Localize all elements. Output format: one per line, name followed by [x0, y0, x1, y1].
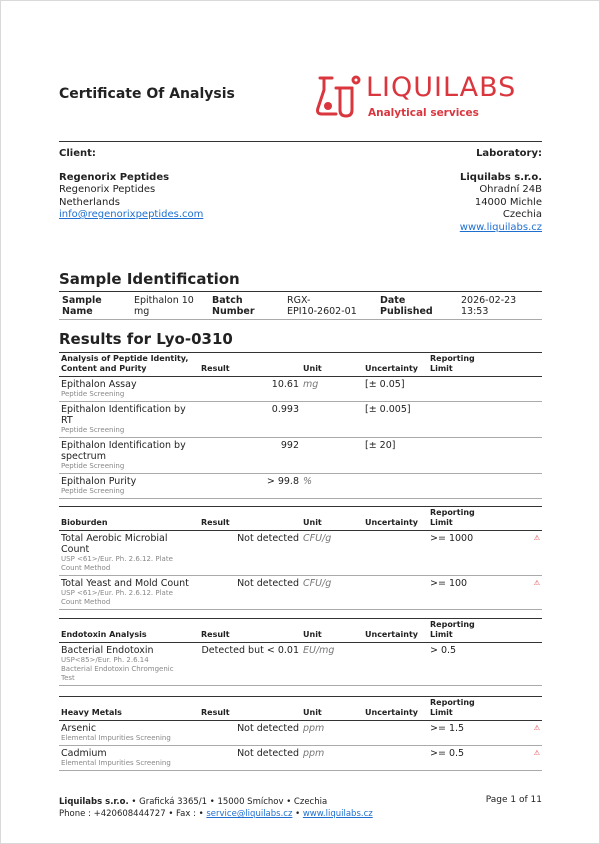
- analysis-cell: Epithalon Identification by spectrum Peptide Screening: [59, 438, 199, 474]
- uncertainty-header: Uncertainty: [363, 353, 428, 377]
- analysis-cell: Epithalon Purity Peptide Screening: [59, 474, 199, 499]
- uncertainty-cell: [± 0.005]: [363, 402, 428, 438]
- table-row: [59, 746, 542, 771]
- footer-web-link[interactable]: www.liquilabs.cz: [302, 809, 373, 819]
- uncertainty-cell: [363, 721, 428, 746]
- reporting-limit-cell: >= 1000: [428, 531, 488, 576]
- warning-icon: ⚠: [488, 721, 542, 746]
- table-row: [59, 643, 542, 686]
- uncertainty-header: Uncertainty: [363, 697, 428, 721]
- sample-identification-title: Sample Identification: [59, 270, 240, 288]
- uncertainty-cell: [363, 531, 428, 576]
- unit-cell: %: [301, 474, 363, 499]
- sample-name-label: Sample Name: [62, 295, 102, 317]
- client-block: [59, 148, 299, 222]
- warning-header: [488, 507, 542, 531]
- results-table: [59, 506, 542, 610]
- result-cell: 10.61: [199, 377, 301, 402]
- date-published-value: 2026-02-23 13:53: [461, 295, 517, 317]
- table-row: [59, 721, 542, 746]
- warning-header: [488, 619, 542, 643]
- table-row: [59, 474, 542, 499]
- reporting-limit-cell: [428, 474, 488, 499]
- uncertainty-cell: [363, 474, 428, 499]
- laboratory-street: Ohradní 24B: [479, 184, 542, 195]
- client-label: Client:: [59, 148, 96, 159]
- warning-icon: [488, 474, 542, 499]
- page-number: Page 1 of 11: [485, 795, 542, 805]
- analysis-cell: Cadmium Elemental Impurities Screening: [59, 746, 199, 771]
- footer: [59, 796, 373, 820]
- warning-header: [488, 353, 542, 377]
- unit-cell: EU/mg: [301, 643, 363, 686]
- laboratory-label: Laboratory:: [476, 148, 542, 159]
- unit-cell: CFU/g: [301, 576, 363, 610]
- flask-icon: [316, 74, 362, 118]
- result-cell: Not detected: [199, 721, 301, 746]
- unit-header: Unit: [301, 619, 363, 643]
- result-cell: 0.993: [199, 402, 301, 438]
- logo-tagline: Analytical services: [368, 107, 479, 119]
- unit-cell: ppm: [301, 721, 363, 746]
- divider: [59, 319, 542, 320]
- result-header: Result: [199, 697, 301, 721]
- method-text: Peptide Screening: [61, 390, 125, 398]
- footer-address: • Grafická 3365/1 • 15000 Smíchov • Czechia: [128, 797, 328, 807]
- uncertainty-header: Uncertainty: [363, 619, 428, 643]
- laboratory-name: Liquilabs s.r.o.: [460, 171, 542, 183]
- method-text: Elemental Impurities Screening: [61, 734, 171, 742]
- table-row: [59, 576, 542, 610]
- client-country: Netherlands: [59, 196, 120, 208]
- table-row: [59, 402, 542, 438]
- warning-icon: [488, 377, 542, 402]
- laboratory-country: Czechia: [502, 209, 542, 220]
- reporting-limit-cell: >= 0.5: [428, 746, 488, 771]
- result-cell: > 99.8: [199, 474, 301, 499]
- logo-wordmark: LIQUILABS: [366, 72, 517, 103]
- method-text: USP <61>/Eur. Ph. 2.6.12. Plate Count Method: [61, 555, 173, 572]
- batch-number-value: RGX- EPI10-2602-01: [287, 295, 357, 317]
- results-table: [59, 696, 542, 771]
- unit-cell: CFU/g: [301, 531, 363, 576]
- laboratory-city: 14000 Michle: [474, 196, 542, 208]
- group-header: Heavy Metals: [59, 697, 199, 721]
- result-cell: Not detected: [199, 531, 301, 576]
- uncertainty-header: Uncertainty: [363, 507, 428, 531]
- client-email-link[interactable]: info@regenorixpeptides.com: [59, 209, 204, 220]
- result-cell: 992: [199, 438, 301, 474]
- table-row: [59, 531, 542, 576]
- uncertainty-cell: [± 0.05]: [363, 377, 428, 402]
- result-cell: Not detected: [199, 746, 301, 771]
- reporting-limit-header: Reporting Limit: [428, 507, 488, 531]
- reporting-limit-cell: [428, 377, 488, 402]
- table-row: [59, 438, 542, 474]
- analysis-cell: Epithalon Assay Peptide Screening: [59, 377, 199, 402]
- sample-identification-table: [59, 292, 542, 320]
- table-row: [59, 377, 542, 402]
- document-title: Certificate Of Analysis: [59, 86, 235, 102]
- uncertainty-cell: [363, 576, 428, 610]
- result-header: Result: [199, 353, 301, 377]
- result-header: Result: [199, 507, 301, 531]
- reporting-limit-header: Reporting Limit: [428, 697, 488, 721]
- unit-cell: ppm: [301, 746, 363, 771]
- date-published-label: Date Published: [380, 295, 433, 317]
- unit-cell: mg: [301, 377, 363, 402]
- uncertainty-cell: [363, 746, 428, 771]
- warning-icon: ⚠: [488, 576, 542, 610]
- footer-company: Liquilabs s.r.o.: [59, 797, 129, 807]
- analysis-cell: Bacterial Endotoxin USP<85>/Eur. Ph. 2.6.14 Bacterial Endotoxin Chromgenic Test: [59, 643, 199, 686]
- group-header: Endotoxin Analysis: [59, 619, 199, 643]
- analysis-cell: Arsenic Elemental Impurities Screening: [59, 721, 199, 746]
- client-name: Regenorix Peptides: [59, 171, 170, 183]
- reporting-limit-cell: [428, 402, 488, 438]
- warning-icon: [488, 643, 542, 686]
- method-text: Elemental Impurities Screening: [61, 759, 171, 767]
- method-text: Peptide Screening: [61, 426, 125, 434]
- batch-number-label: Batch Number: [212, 295, 255, 317]
- footer-email-link[interactable]: service@liquilabs.cz: [206, 809, 293, 819]
- reporting-limit-header: Reporting Limit: [428, 619, 488, 643]
- results-table: [59, 352, 542, 499]
- unit-cell: [301, 402, 363, 438]
- result-cell: Detected but < 0.01: [199, 643, 301, 686]
- client-line: Regenorix Peptides: [59, 184, 156, 195]
- unit-header: Unit: [301, 697, 363, 721]
- sample-name-value: Epithalon 10 mg: [134, 295, 194, 317]
- group-header: Analysis of Peptide Identity, Content and Purity: [59, 353, 199, 377]
- reporting-limit-cell: > 0.5: [428, 643, 488, 686]
- warning-icon: [488, 438, 542, 474]
- result-cell: Not detected: [199, 576, 301, 610]
- unit-header: Unit: [301, 353, 363, 377]
- warning-header: [488, 697, 542, 721]
- reporting-limit-cell: >= 1.5: [428, 721, 488, 746]
- method-text: Peptide Screening: [61, 487, 125, 495]
- results-table: [59, 618, 542, 686]
- analysis-cell: Epithalon Identification by RT Peptide Screening: [59, 402, 199, 438]
- method-text: Peptide Screening: [61, 462, 125, 470]
- method-text: USP <61>/Eur. Ph. 2.6.12. Plate Count Method: [61, 589, 173, 606]
- method-text: USP<85>/Eur. Ph. 2.6.14 Bacterial Endotoxin Chromgenic Test: [61, 656, 174, 682]
- group-header: Bioburden: [59, 507, 199, 531]
- footer-separator: •: [292, 809, 303, 819]
- result-header: Result: [199, 619, 301, 643]
- uncertainty-cell: [363, 643, 428, 686]
- unit-header: Unit: [301, 507, 363, 531]
- liquilabs-logo: [316, 72, 546, 122]
- reporting-limit-cell: >= 100: [428, 576, 488, 610]
- uncertainty-cell: [± 20]: [363, 438, 428, 474]
- footer-phone: Phone : +420608444727 • Fax : •: [59, 809, 207, 819]
- analysis-cell: Total Yeast and Mold Count USP <61>/Eur. Ph. 2.6.12. Plate Count Method: [59, 576, 199, 610]
- reporting-limit-header: Reporting Limit: [428, 353, 488, 377]
- analysis-cell: Total Aerobic Microbial Count USP <61>/Eur. Ph. 2.6.12. Plate Count Method: [59, 531, 199, 576]
- divider: [59, 141, 542, 142]
- warning-icon: ⚠: [488, 746, 542, 771]
- laboratory-web-link[interactable]: www.liquilabs.cz: [459, 221, 542, 233]
- warning-icon: ⚠: [488, 531, 542, 576]
- unit-cell: [301, 438, 363, 474]
- reporting-limit-cell: [428, 438, 488, 474]
- results-title: Results for Lyo-0310: [59, 330, 233, 348]
- laboratory-block: [302, 148, 542, 234]
- warning-icon: [488, 402, 542, 438]
